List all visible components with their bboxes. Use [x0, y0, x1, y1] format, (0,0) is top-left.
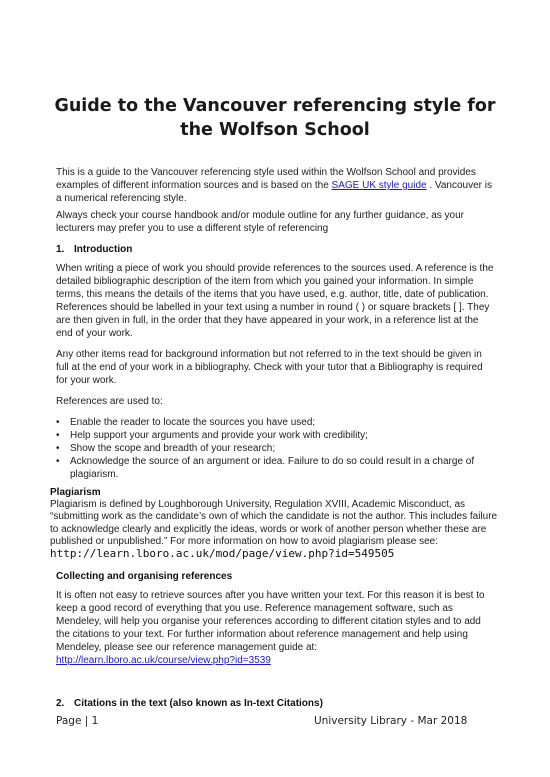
list-item: • Help support your arguments and provide your work with credibility; — [56, 430, 368, 442]
section-2-heading — [56, 697, 496, 710]
bibliography-paragraph — [56, 348, 496, 387]
plagiarism-guide-link[interactable]: http://learn.lboro.ac.uk/mod/page/view.php?id=549505 — [50, 547, 395, 561]
intro-paragraph — [56, 166, 496, 205]
introduction-text: When writing a piece of work you should provide references to the sources used. A reference is the detailed bibliographic description of the item from which you gained your information. In simple terms, this means the details of the items that you have used, e.g. author, title, date of publication. References should be labelled in your text using a number in round ( ) or square brackets [ ]. They are then given in full, in the order that they have appeared in your work, in a reference list at the end of your work. — [56, 263, 494, 340]
sage-style-guide-link[interactable]: SAGE UK style guide — [331, 180, 427, 192]
footer-library-date: University Library - Mar 2018 — [314, 715, 468, 727]
section-1-number: 1. — [56, 244, 65, 255]
collecting-heading: Collecting and organising references — [56, 571, 233, 582]
section-1-title: Introduction — [74, 244, 133, 255]
bullet-icon: • — [56, 443, 60, 455]
course-handbook-note — [56, 209, 496, 235]
section-2-title: Citations in the text (also known as In-text Citations) — [74, 698, 323, 709]
document-title: Guide to the Vancouver referencing style for the Wolfson School — [54, 96, 496, 140]
intro-text-before: This is a guide to the Vancouver referencing style used within the Wolfson School and provides examples of different information sources and is based on the — [56, 167, 476, 192]
list-item: • Enable the reader to locate the sources you have used; — [56, 417, 316, 428]
list-item: • Acknowledge the source of an argument or idea. Failure to do so could result in a charge of plagiarism. — [56, 456, 475, 481]
introduction-paragraph — [56, 262, 496, 341]
collecting-heading-block — [56, 570, 496, 583]
always-check-text: Always check your course handbook and/or module outline for any further guidance, as your lecturers may prefer you to use a different style of referencing — [56, 210, 465, 235]
references-purpose-list — [56, 416, 496, 481]
footer-page-number: Page | 1 — [56, 715, 99, 727]
bullet-icon: • — [56, 456, 60, 468]
bibliography-text: Any other items read for background information but not referred to in the text should be given in full at the end of your work in a bibliography. Check with your tutor that a Bibliography is required for your work. — [56, 349, 483, 387]
section-1-heading — [56, 243, 496, 256]
collecting-paragraph — [56, 589, 496, 668]
plagiarism-section — [50, 487, 498, 561]
plagiarism-text: Plagiarism is defined by Loughborough University, Regulation XVIII, Academic Misconduct, as “submitting work as the candidate’s own of which the candidate is not the author. This includes failure to acknowledge clearly and explicitly the ideas, words or work of another person whether these are published or unpublished.” For more information on how to avoid plagiarism please see: — [50, 499, 498, 547]
list-item: • Show the scope and breadth of your research; — [56, 443, 276, 455]
references-intro — [56, 395, 496, 408]
bullet-icon: • — [56, 430, 60, 442]
intro-text-after: . Vancouver is a numerical referencing style. — [56, 180, 492, 205]
section-2-number: 2. — [56, 698, 65, 709]
bullet-icon: • — [56, 417, 60, 428]
collecting-text: It is often not easy to retrieve sources after you have written your text. For this reason it is best to keep a good record of everything that you use. Reference management software, such as Mendeley, will help you organise your references according to different citation styles and to add the citations to your text. For further information about reference management and help using Mendeley, please see our reference management guide at: — [56, 590, 485, 654]
reference-management-guide-link[interactable]: http://learn.lboro.ac.uk/course/view.php?id=3539 — [56, 655, 271, 667]
references-intro-text: References are used to: — [56, 396, 163, 407]
plagiarism-heading: Plagiarism — [50, 487, 101, 498]
